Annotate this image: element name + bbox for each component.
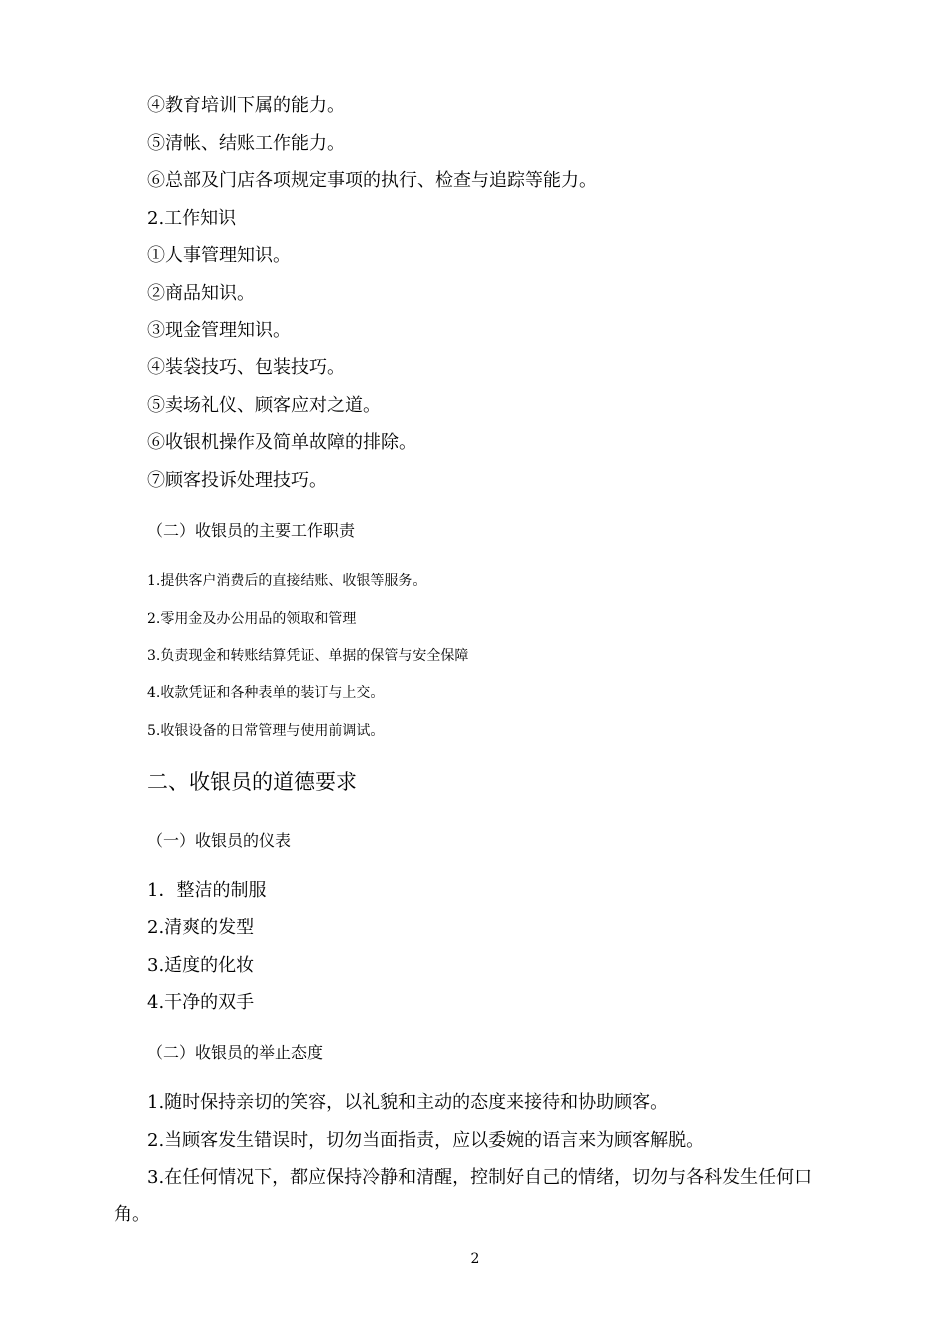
ability-item-6: ⑥总部及门店各项规定事项的执行、检查与追踪等能力。: [147, 170, 597, 191]
behavior-item-3: 3.在任何情况下，都应保持冷静和清醒，控制好自己的情绪，切勿与各科发生任何口角。: [114, 1167, 813, 1225]
appearance-item-3: 3.适度的化妆: [147, 955, 255, 976]
duty-item-1: 1.提供客户消费后的直接结账、收银等服务。: [147, 573, 427, 589]
work-knowledge-heading: 2.工作知识: [147, 208, 237, 229]
knowledge-item-6: ⑥收银机操作及简单故障的排除。: [147, 432, 417, 453]
ability-item-5: ⑤清帐、结账工作能力。: [147, 133, 345, 154]
section-duties-heading: （二）收银员的主要工作职责: [147, 521, 356, 540]
appearance-item-2: 2.清爽的发型: [147, 917, 255, 938]
section-appearance-heading: （一）收银员的仪表: [147, 831, 292, 850]
knowledge-item-2: ②商品知识。: [147, 283, 255, 304]
behavior-item-1: 1.随时保持亲切的笑容，以礼貌和主动的态度来接待和协助顾客。: [147, 1092, 669, 1113]
duty-item-5: 5.收银设备的日常管理与使用前调试。: [147, 723, 385, 739]
appearance-item-4: 4.干净的双手: [147, 992, 255, 1013]
duty-item-2: 2.零用金及办公用品的领取和管理: [147, 611, 357, 627]
knowledge-item-1: ①人事管理知识。: [147, 245, 291, 266]
ability-item-4: ④教育培训下属的能力。: [147, 95, 345, 116]
behavior-item-2: 2.当顾客发生错误时，切勿当面指责，应以委婉的语言来为顾客解脱。: [147, 1130, 705, 1151]
knowledge-item-3: ③现金管理知识。: [147, 320, 291, 341]
appearance-item-1: 1．整洁的制服: [147, 880, 267, 901]
chapter-heading: 二、收银员的道德要求: [147, 770, 357, 794]
page-number: 2: [470, 1251, 480, 1267]
knowledge-item-4: ④装袋技巧、包装技巧。: [147, 357, 345, 378]
knowledge-item-7: ⑦顾客投诉处理技巧。: [147, 470, 327, 491]
duty-item-3: 3.负责现金和转账结算凭证、单据的保管与安全保障: [147, 648, 469, 664]
duty-item-4: 4.收款凭证和各种表单的装订与上交。: [147, 685, 385, 701]
section-behavior-heading: （二）收银员的举止态度: [147, 1043, 324, 1062]
knowledge-item-5: ⑤卖场礼仪、顾客应对之道。: [147, 395, 381, 416]
